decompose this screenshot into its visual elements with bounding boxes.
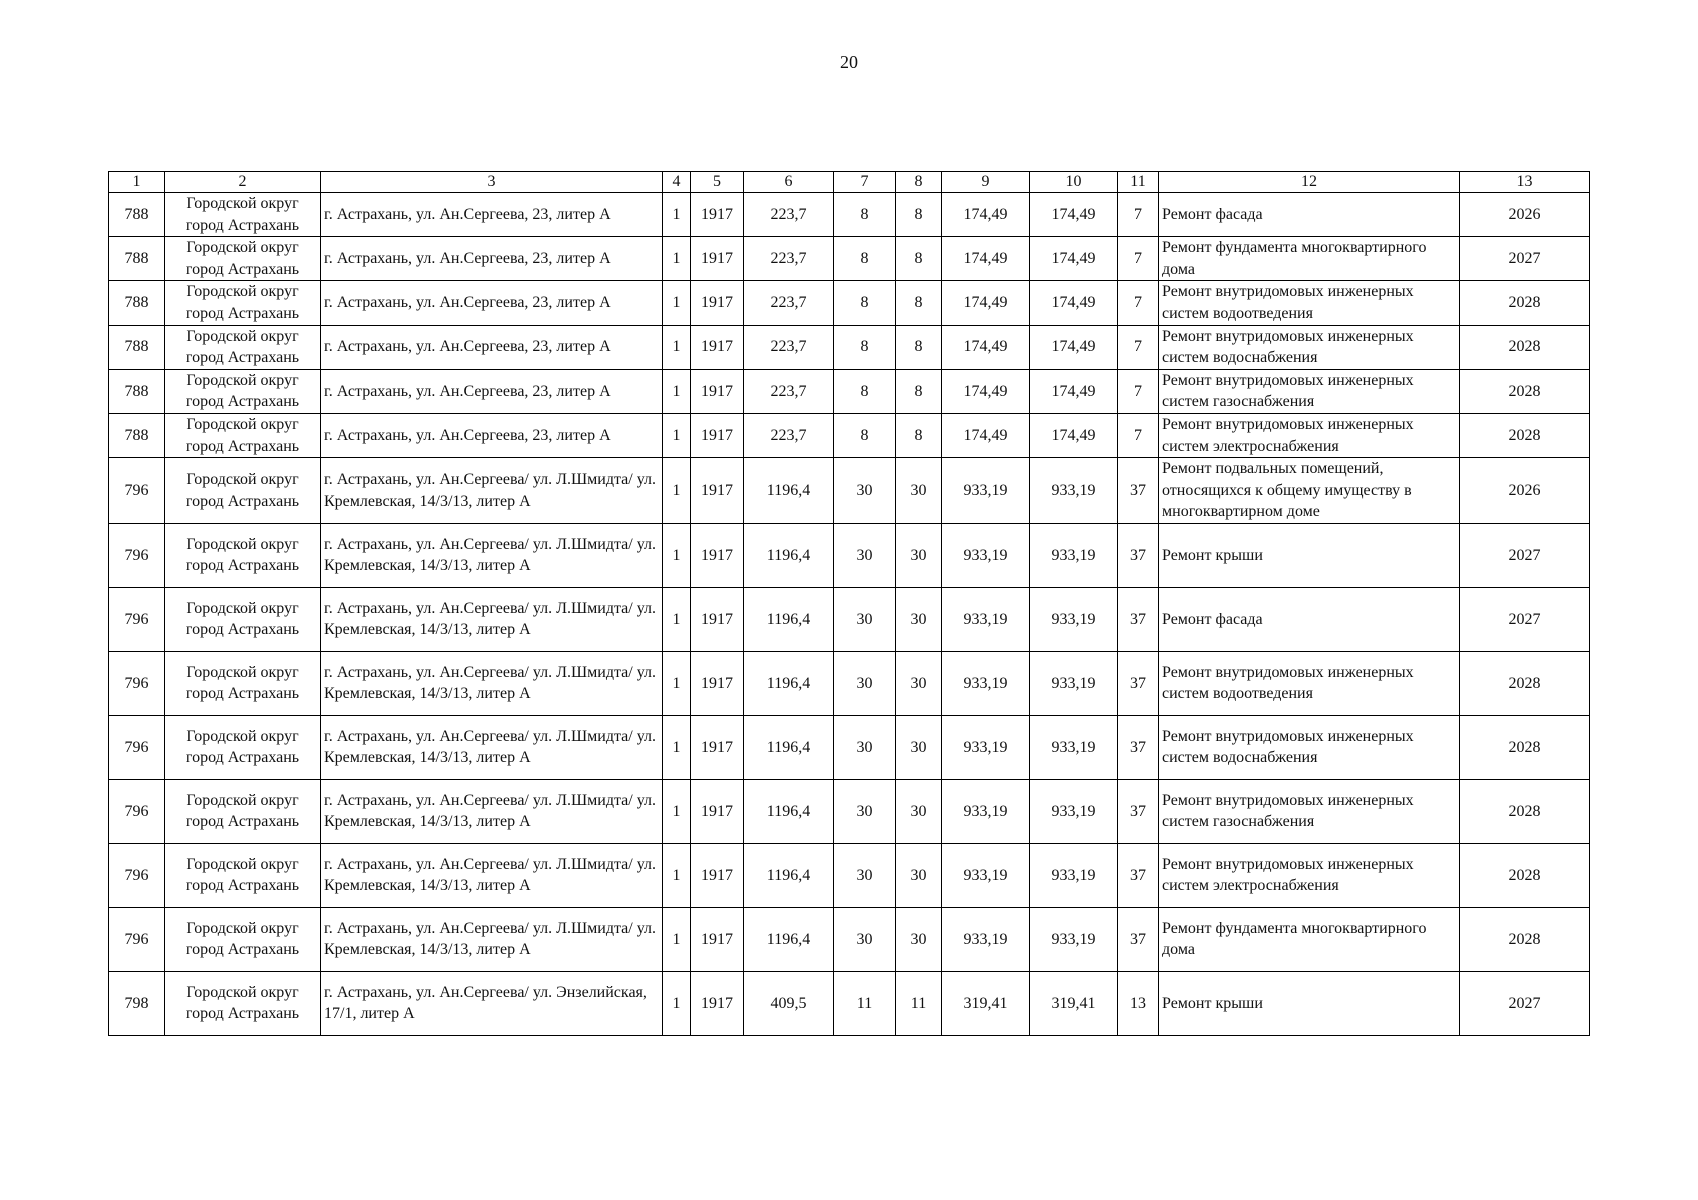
- column-header-1: 1: [109, 172, 165, 193]
- col9-cell: 174,49: [942, 281, 1030, 325]
- column-header-6: 6: [744, 172, 834, 193]
- area-cell: 223,7: [744, 193, 834, 237]
- row-number-cell: 788: [109, 281, 165, 325]
- col8-cell: 8: [896, 237, 942, 281]
- col8-cell: 30: [896, 523, 942, 587]
- col7-cell: 8: [834, 369, 896, 413]
- address-cell: г. Астрахань, ул. Ан.Сергеева/ ул. Л.Шмидта/ ул. Кремлевская, 14/3/13, литер А: [321, 779, 663, 843]
- col7-cell: 30: [834, 458, 896, 524]
- year-planned-cell: 2028: [1460, 281, 1590, 325]
- page-number: 20: [840, 52, 858, 72]
- row-number-cell: 788: [109, 369, 165, 413]
- col9-cell: 933,19: [942, 843, 1030, 907]
- row-number-cell: 788: [109, 413, 165, 457]
- row-number-cell: 788: [109, 193, 165, 237]
- col4-cell: 1: [663, 458, 691, 524]
- col8-cell: 30: [896, 715, 942, 779]
- col8-cell: 30: [896, 458, 942, 524]
- work-type-cell: Ремонт внутридомовых инженерных систем электроснабжения: [1159, 843, 1460, 907]
- work-type-cell: Ремонт внутридомовых инженерных систем водоотведения: [1159, 281, 1460, 325]
- col10-cell: 319,41: [1030, 971, 1118, 1035]
- col4-cell: 1: [663, 523, 691, 587]
- col8-cell: 30: [896, 651, 942, 715]
- work-type-cell: Ремонт фасада: [1159, 193, 1460, 237]
- year-cell: 1917: [691, 237, 744, 281]
- col7-cell: 8: [834, 237, 896, 281]
- col9-cell: 933,19: [942, 651, 1030, 715]
- area-cell: 223,7: [744, 281, 834, 325]
- municipality-cell: Городской округ город Астрахань: [165, 843, 321, 907]
- table-row: [109, 523, 1590, 587]
- table-row: [109, 281, 1590, 325]
- col8-cell: 8: [896, 281, 942, 325]
- data-table: [108, 171, 1590, 1036]
- year-cell: 1917: [691, 971, 744, 1035]
- year-planned-cell: 2028: [1460, 325, 1590, 369]
- col10-cell: 933,19: [1030, 779, 1118, 843]
- area-cell: 1196,4: [744, 651, 834, 715]
- table-row: [109, 779, 1590, 843]
- col7-cell: 8: [834, 325, 896, 369]
- address-cell: г. Астрахань, ул. Ан.Сергеева, 23, литер А: [321, 325, 663, 369]
- area-cell: 223,7: [744, 369, 834, 413]
- col4-cell: 1: [663, 971, 691, 1035]
- area-cell: 1196,4: [744, 907, 834, 971]
- work-type-cell: Ремонт внутридомовых инженерных систем водоотведения: [1159, 651, 1460, 715]
- table-header: [109, 172, 1590, 193]
- col7-cell: 30: [834, 523, 896, 587]
- year-planned-cell: 2027: [1460, 237, 1590, 281]
- area-cell: 223,7: [744, 325, 834, 369]
- year-cell: 1917: [691, 779, 744, 843]
- col11-cell: 7: [1118, 281, 1159, 325]
- col4-cell: 1: [663, 237, 691, 281]
- col11-cell: 37: [1118, 458, 1159, 524]
- area-cell: 1196,4: [744, 523, 834, 587]
- table-row: [109, 458, 1590, 524]
- table-row: [109, 237, 1590, 281]
- col9-cell: 933,19: [942, 458, 1030, 524]
- row-number-cell: 796: [109, 587, 165, 651]
- table-row: [109, 193, 1590, 237]
- col10-cell: 933,19: [1030, 458, 1118, 524]
- area-cell: 1196,4: [744, 715, 834, 779]
- row-number-cell: 798: [109, 971, 165, 1035]
- col9-cell: 174,49: [942, 369, 1030, 413]
- year-planned-cell: 2027: [1460, 523, 1590, 587]
- address-cell: г. Астрахань, ул. Ан.Сергеева/ ул. Л.Шмидта/ ул. Кремлевская, 14/3/13, литер А: [321, 715, 663, 779]
- col11-cell: 37: [1118, 907, 1159, 971]
- table-body: [109, 193, 1590, 1036]
- col11-cell: 13: [1118, 971, 1159, 1035]
- col7-cell: 30: [834, 715, 896, 779]
- row-number-cell: 788: [109, 237, 165, 281]
- address-cell: г. Астрахань, ул. Ан.Сергеева/ ул. Л.Шмидта/ ул. Кремлевская, 14/3/13, литер А: [321, 523, 663, 587]
- col9-cell: 174,49: [942, 413, 1030, 457]
- municipality-cell: Городской округ город Астрахань: [165, 325, 321, 369]
- col4-cell: 1: [663, 193, 691, 237]
- year-cell: 1917: [691, 458, 744, 524]
- row-number-cell: 796: [109, 907, 165, 971]
- col10-cell: 174,49: [1030, 369, 1118, 413]
- year-planned-cell: 2026: [1460, 458, 1590, 524]
- col4-cell: 1: [663, 281, 691, 325]
- col10-cell: 933,19: [1030, 651, 1118, 715]
- col9-cell: 933,19: [942, 587, 1030, 651]
- column-header-9: 9: [942, 172, 1030, 193]
- year-planned-cell: 2028: [1460, 907, 1590, 971]
- year-cell: 1917: [691, 369, 744, 413]
- col11-cell: 37: [1118, 651, 1159, 715]
- municipality-cell: Городской округ город Астрахань: [165, 193, 321, 237]
- col7-cell: 30: [834, 779, 896, 843]
- column-header-5: 5: [691, 172, 744, 193]
- col8-cell: 8: [896, 413, 942, 457]
- area-cell: 1196,4: [744, 843, 834, 907]
- row-number-cell: 796: [109, 458, 165, 524]
- address-cell: г. Астрахань, ул. Ан.Сергеева/ ул. Энзелийская, 17/1, литер А: [321, 971, 663, 1035]
- col10-cell: 174,49: [1030, 237, 1118, 281]
- municipality-cell: Городской округ город Астрахань: [165, 281, 321, 325]
- year-planned-cell: 2028: [1460, 413, 1590, 457]
- area-cell: 223,7: [744, 413, 834, 457]
- area-cell: 1196,4: [744, 779, 834, 843]
- work-type-cell: Ремонт подвальных помещений, относящихся к общему имуществу в многоквартирном доме: [1159, 458, 1460, 524]
- col10-cell: 174,49: [1030, 281, 1118, 325]
- year-cell: 1917: [691, 907, 744, 971]
- col11-cell: 37: [1118, 715, 1159, 779]
- col8-cell: 30: [896, 779, 942, 843]
- col11-cell: 7: [1118, 237, 1159, 281]
- col4-cell: 1: [663, 779, 691, 843]
- col11-cell: 7: [1118, 369, 1159, 413]
- address-cell: г. Астрахань, ул. Ан.Сергеева, 23, литер А: [321, 369, 663, 413]
- row-number-cell: 788: [109, 325, 165, 369]
- col10-cell: 933,19: [1030, 523, 1118, 587]
- col7-cell: 8: [834, 413, 896, 457]
- address-cell: г. Астрахань, ул. Ан.Сергеева/ ул. Л.Шмидта/ ул. Кремлевская, 14/3/13, литер А: [321, 843, 663, 907]
- year-cell: 1917: [691, 523, 744, 587]
- row-number-cell: 796: [109, 843, 165, 907]
- year-planned-cell: 2027: [1460, 971, 1590, 1035]
- column-header-12: 12: [1159, 172, 1460, 193]
- work-type-cell: Ремонт фундамента многоквартирного дома: [1159, 237, 1460, 281]
- column-header-10: 10: [1030, 172, 1118, 193]
- col4-cell: 1: [663, 843, 691, 907]
- col11-cell: 7: [1118, 325, 1159, 369]
- table-row: [109, 369, 1590, 413]
- address-cell: г. Астрахань, ул. Ан.Сергеева/ ул. Л.Шмидта/ ул. Кремлевская, 14/3/13, литер А: [321, 907, 663, 971]
- year-planned-cell: 2028: [1460, 369, 1590, 413]
- col9-cell: 174,49: [942, 237, 1030, 281]
- table-row: [109, 715, 1590, 779]
- col8-cell: 8: [896, 325, 942, 369]
- address-cell: г. Астрахань, ул. Ан.Сергеева/ ул. Л.Шмидта/ ул. Кремлевская, 14/3/13, литер А: [321, 587, 663, 651]
- municipality-cell: Городской округ город Астрахань: [165, 907, 321, 971]
- municipality-cell: Городской округ город Астрахань: [165, 458, 321, 524]
- col9-cell: 174,49: [942, 193, 1030, 237]
- col11-cell: 37: [1118, 779, 1159, 843]
- table-row: [109, 971, 1590, 1035]
- col4-cell: 1: [663, 587, 691, 651]
- col7-cell: 30: [834, 651, 896, 715]
- table-row: [109, 587, 1590, 651]
- area-cell: 1196,4: [744, 458, 834, 524]
- column-header-4: 4: [663, 172, 691, 193]
- year-cell: 1917: [691, 715, 744, 779]
- col4-cell: 1: [663, 907, 691, 971]
- area-cell: 409,5: [744, 971, 834, 1035]
- year-planned-cell: 2028: [1460, 651, 1590, 715]
- col9-cell: 933,19: [942, 907, 1030, 971]
- col4-cell: 1: [663, 651, 691, 715]
- col7-cell: 8: [834, 193, 896, 237]
- year-cell: 1917: [691, 281, 744, 325]
- col11-cell: 37: [1118, 843, 1159, 907]
- col8-cell: 30: [896, 587, 942, 651]
- col7-cell: 30: [834, 843, 896, 907]
- area-cell: 1196,4: [744, 587, 834, 651]
- col8-cell: 8: [896, 193, 942, 237]
- municipality-cell: Городской округ город Астрахань: [165, 587, 321, 651]
- work-type-cell: Ремонт внутридомовых инженерных систем водоснабжения: [1159, 715, 1460, 779]
- col8-cell: 30: [896, 843, 942, 907]
- work-type-cell: Ремонт внутридомовых инженерных систем водоснабжения: [1159, 325, 1460, 369]
- address-cell: г. Астрахань, ул. Ан.Сергеева, 23, литер А: [321, 281, 663, 325]
- header-row: [109, 172, 1590, 193]
- col7-cell: 8: [834, 281, 896, 325]
- col10-cell: 933,19: [1030, 587, 1118, 651]
- work-type-cell: Ремонт внутридомовых инженерных систем электроснабжения: [1159, 413, 1460, 457]
- col8-cell: 11: [896, 971, 942, 1035]
- year-cell: 1917: [691, 843, 744, 907]
- column-header-3: 3: [321, 172, 663, 193]
- column-header-7: 7: [834, 172, 896, 193]
- municipality-cell: Городской округ город Астрахань: [165, 971, 321, 1035]
- table-row: [109, 907, 1590, 971]
- col10-cell: 933,19: [1030, 843, 1118, 907]
- year-planned-cell: 2027: [1460, 587, 1590, 651]
- col10-cell: 933,19: [1030, 715, 1118, 779]
- column-header-13: 13: [1460, 172, 1590, 193]
- col9-cell: 933,19: [942, 715, 1030, 779]
- column-header-2: 2: [165, 172, 321, 193]
- municipality-cell: Городской округ город Астрахань: [165, 651, 321, 715]
- col7-cell: 30: [834, 907, 896, 971]
- col11-cell: 7: [1118, 413, 1159, 457]
- area-cell: 223,7: [744, 237, 834, 281]
- col11-cell: 37: [1118, 587, 1159, 651]
- col4-cell: 1: [663, 369, 691, 413]
- address-cell: г. Астрахань, ул. Ан.Сергеева/ ул. Л.Шмидта/ ул. Кремлевская, 14/3/13, литер А: [321, 458, 663, 524]
- col4-cell: 1: [663, 325, 691, 369]
- col11-cell: 7: [1118, 193, 1159, 237]
- work-type-cell: Ремонт внутридомовых инженерных систем газоснабжения: [1159, 779, 1460, 843]
- row-number-cell: 796: [109, 523, 165, 587]
- col8-cell: 30: [896, 907, 942, 971]
- year-cell: 1917: [691, 587, 744, 651]
- row-number-cell: 796: [109, 715, 165, 779]
- municipality-cell: Городской округ город Астрахань: [165, 523, 321, 587]
- col10-cell: 174,49: [1030, 325, 1118, 369]
- work-type-cell: Ремонт внутридомовых инженерных систем газоснабжения: [1159, 369, 1460, 413]
- year-planned-cell: 2028: [1460, 779, 1590, 843]
- address-cell: г. Астрахань, ул. Ан.Сергеева, 23, литер А: [321, 237, 663, 281]
- year-cell: 1917: [691, 413, 744, 457]
- address-cell: г. Астрахань, ул. Ан.Сергеева/ ул. Л.Шмидта/ ул. Кремлевская, 14/3/13, литер А: [321, 651, 663, 715]
- address-cell: г. Астрахань, ул. Ан.Сергеева, 23, литер А: [321, 193, 663, 237]
- col10-cell: 174,49: [1030, 413, 1118, 457]
- work-type-cell: Ремонт фасада: [1159, 587, 1460, 651]
- col9-cell: 933,19: [942, 779, 1030, 843]
- work-type-cell: Ремонт фундамента многоквартирного дома: [1159, 907, 1460, 971]
- municipality-cell: Городской округ город Астрахань: [165, 413, 321, 457]
- municipality-cell: Городской округ город Астрахань: [165, 237, 321, 281]
- col4-cell: 1: [663, 715, 691, 779]
- address-cell: г. Астрахань, ул. Ан.Сергеева, 23, литер А: [321, 413, 663, 457]
- col10-cell: 933,19: [1030, 907, 1118, 971]
- col7-cell: 11: [834, 971, 896, 1035]
- column-header-11: 11: [1118, 172, 1159, 193]
- col9-cell: 174,49: [942, 325, 1030, 369]
- year-planned-cell: 2028: [1460, 843, 1590, 907]
- col11-cell: 37: [1118, 523, 1159, 587]
- year-planned-cell: 2026: [1460, 193, 1590, 237]
- table-row: [109, 413, 1590, 457]
- table-row: [109, 843, 1590, 907]
- table-row: [109, 325, 1590, 369]
- table-row: [109, 651, 1590, 715]
- col9-cell: 319,41: [942, 971, 1030, 1035]
- municipality-cell: Городской округ город Астрахань: [165, 779, 321, 843]
- col8-cell: 8: [896, 369, 942, 413]
- col9-cell: 933,19: [942, 523, 1030, 587]
- municipality-cell: Городской округ город Астрахань: [165, 715, 321, 779]
- year-cell: 1917: [691, 651, 744, 715]
- row-number-cell: 796: [109, 651, 165, 715]
- col10-cell: 174,49: [1030, 193, 1118, 237]
- municipality-cell: Городской округ город Астрахань: [165, 369, 321, 413]
- work-type-cell: Ремонт крыши: [1159, 971, 1460, 1035]
- col7-cell: 30: [834, 587, 896, 651]
- work-type-cell: Ремонт крыши: [1159, 523, 1460, 587]
- row-number-cell: 796: [109, 779, 165, 843]
- column-header-8: 8: [896, 172, 942, 193]
- year-cell: 1917: [691, 325, 744, 369]
- year-planned-cell: 2028: [1460, 715, 1590, 779]
- year-cell: 1917: [691, 193, 744, 237]
- col4-cell: 1: [663, 413, 691, 457]
